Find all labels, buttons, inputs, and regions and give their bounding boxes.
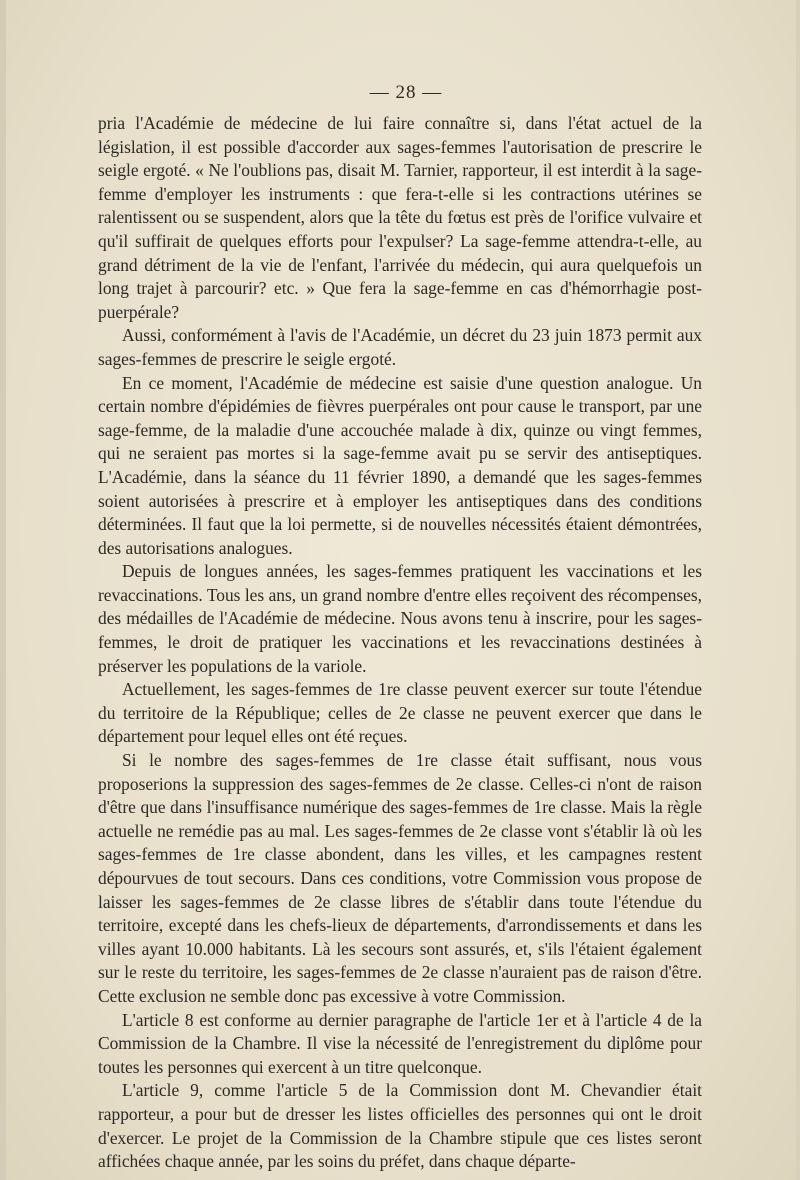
paragraph-2: Aussi, conformément à l'avis de l'Académie, un décret du 23 juin 1873 permit aux sages-femmes de prescrire le seigle ergoté. [98, 325, 702, 369]
paragraph-7: L'article 8 est conforme au dernier paragraphe de l'article 1er et à l'article 4 de la Commission de la Chambre. Il vise la nécessité de l'enregistrement du diplôme pour toutes les personnes qui exercent à un titre quelconque. [98, 1009, 702, 1077]
paragraph-8: L'article 9, comme l'article 5 de la Commission dont M. Chevandier était rapporteur, a pour but de dresser les listes officielles des personnes qui ont le droit d'exercer. Le projet de la Commission de la Chambre stipule que ces listes seront affichées chaque année, par les soins du préfet, dans chaque départe- [98, 1080, 702, 1172]
paragraph-6: Si le nombre des sages-femmes de 1re classe était suffisant, nous vous proposerions la suppression des sages-femmes de 2e classe. Celles-ci n'ont de raison d'être que dans l'insuffisance numérique des sages-femmes de 1re classe. Mais la règle actuelle ne remédie pas au mal. Les sages-femmes de 2e classe vont s'établir là où les sages-femmes de 1re classe abondent, dans les villes, et les campagnes restent dépourvues de tout secours. Dans ces conditions, votre Commission vous propose de laisser les sages-femmes de 2e classe libres de s'établir dans toute l'étendue du territoire, excepté dans les chefs-lieux de départements, d'arrondissements et dans les villes ayant 10.000 habitants. Là les secours sont assurés, et, s'ils l'étaient également sur le reste du territoire, les sages-femmes de 2e classe n'auraient pas de raison d'être. Cette exclusion ne semble donc pas excessive à votre Commission. [98, 750, 702, 1006]
page-number: — 28 — [369, 82, 443, 103]
paragraph-5: Actuellement, les sages-femmes de 1re classe peuvent exercer sur toute l'étendue du territoire de la République; celles de 2e classe ne peuvent exercer que dans le département pour lequel elles ont été reçues. [98, 679, 702, 747]
paragraph-1: pria l'Académie de médecine de lui faire connaître si, dans l'état actuel de la législation, il est possible d'accorder aux sages-femmes l'autorisation de prescrire le seigle ergoté. « Ne l'oublions pas, disait M. Tarnier, rapporteur, il est interdit à la sage-femme d'employer les instruments : que fera-t-elle si les contractions utérines se ralentissent ou se suspendent, alors que la tête du fœtus est près de l'orifice vulvaire et qu'il suffirait de quelques efforts pour l'expulser? La sage-femme attendra-t-elle, au grand détriment de la vie de l'enfant, l'arrivée du médecin, qui aura quelquefois un long trajet à parcourir? etc. » Que fera la sage-femme en cas d'hémorrhagie post-puerpérale? [98, 113, 702, 322]
paragraph-3: En ce moment, l'Académie de médecine est saisie d'une question analogue. Un certain nombre d'épidémies de fièvres puerpérales ont pour cause le transport, par une sage-femme, de la maladie d'une accouchée malade à dix, quinze ou vingt femmes, qui ne seraient pas mortes si la sage-femme avait pu se servir des antiseptiques. L'Académie, dans la séance du 11 février 1890, a demandé que les sages-femmes soient autorisées à prescrire et à employer les antiseptiques dans des conditions déterminées. Il faut que la loi permette, si de nouvelles nécessités étaient démontrées, des autorisations analogues. [98, 372, 702, 558]
body-text [98, 112, 702, 1174]
paragraph-4: Depuis de longues années, les sages-femmes pratiquent les vaccinations et les revaccinations. Tous les ans, un grand nombre d'entre elles reçoivent des récompenses, des médailles de l'Académie de médecine. Nous avons tenu à inscrire, pour les sages-femmes, le droit de pratiquer les vaccinations et les revaccinations destinées à préserver les populations de la variole. [98, 561, 702, 676]
